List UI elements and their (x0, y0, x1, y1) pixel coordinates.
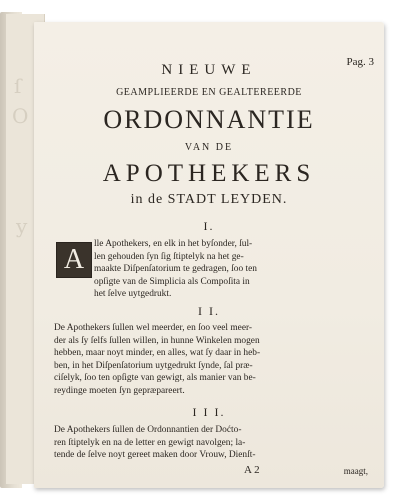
text-line: reydinge moeten ſyn gepræpareert. (54, 385, 185, 396)
text-line: hebben, maar noyt minder, en alles, wat ſy daar in heb- (54, 348, 261, 359)
text-line: lle Apothekers, en elk in het byſonder, ſul- (94, 239, 253, 249)
title-line-subtitle: GEAMPLIEERDE EN GEALTEREERDE (116, 87, 302, 98)
show-through-mark: y (16, 214, 28, 238)
show-through-mark: O (12, 104, 29, 128)
text-line: len gehouden ſyn ſig ſtiptelyk na het ge- (94, 251, 244, 262)
show-through-mark: ſ (14, 74, 22, 98)
text-line: opſigte van de Simplicia als Compoſita in (94, 276, 250, 287)
text-line: ben, in het Diſpenſatorium uytgedrukt ſynde, ſal præ- (54, 360, 253, 371)
title-line-van-de: VAN DE (184, 142, 234, 153)
text-line: der als ſy ſelfs ſullen willen, in hunne Winkelen mogen (54, 335, 260, 346)
section-numeral: I I. (198, 304, 220, 318)
section-numeral: I. (203, 219, 215, 233)
text-line: De Apothekers ſullen de Ordonnantien der Doćto- (54, 425, 242, 435)
signature-mark: A 2 (244, 464, 260, 476)
decorated-initial: A (56, 242, 92, 278)
page-number: Pag. 3 (346, 56, 374, 68)
text-line: tende de ſelve noyt gereet maken door Vrouw, Dienſt- (54, 450, 256, 461)
title-line-nieuwe: NIEUWE (161, 62, 257, 78)
title-line-ordonnantie: ORDONNANTIE (103, 105, 315, 134)
section-text (54, 424, 255, 462)
section-text (54, 322, 260, 398)
text-line: De Apothekers ſullen wel meerder, en ſoo veel meer- (54, 323, 253, 333)
title-line-apothekers: APOTHEKERS (102, 160, 316, 187)
text-line: ren ſtiptelyk en na de letter en gewigt navolgen; la- (54, 437, 246, 448)
text-line: maakte Diſpenſatorium te gedragen, ſoo ten (94, 264, 257, 275)
text-line: het ſelve uytgedrukt. (94, 289, 172, 300)
section-numeral: I I I. (192, 405, 226, 419)
catchword: maagt, (343, 466, 368, 476)
book-page (34, 22, 384, 488)
title-line-stadt-leyden: in de STADT LEYDEN. (130, 192, 288, 207)
section-text (94, 238, 257, 301)
text-line: ciſelyk, ſoo ten opſigte van gewigt, als manier van be- (54, 373, 256, 384)
